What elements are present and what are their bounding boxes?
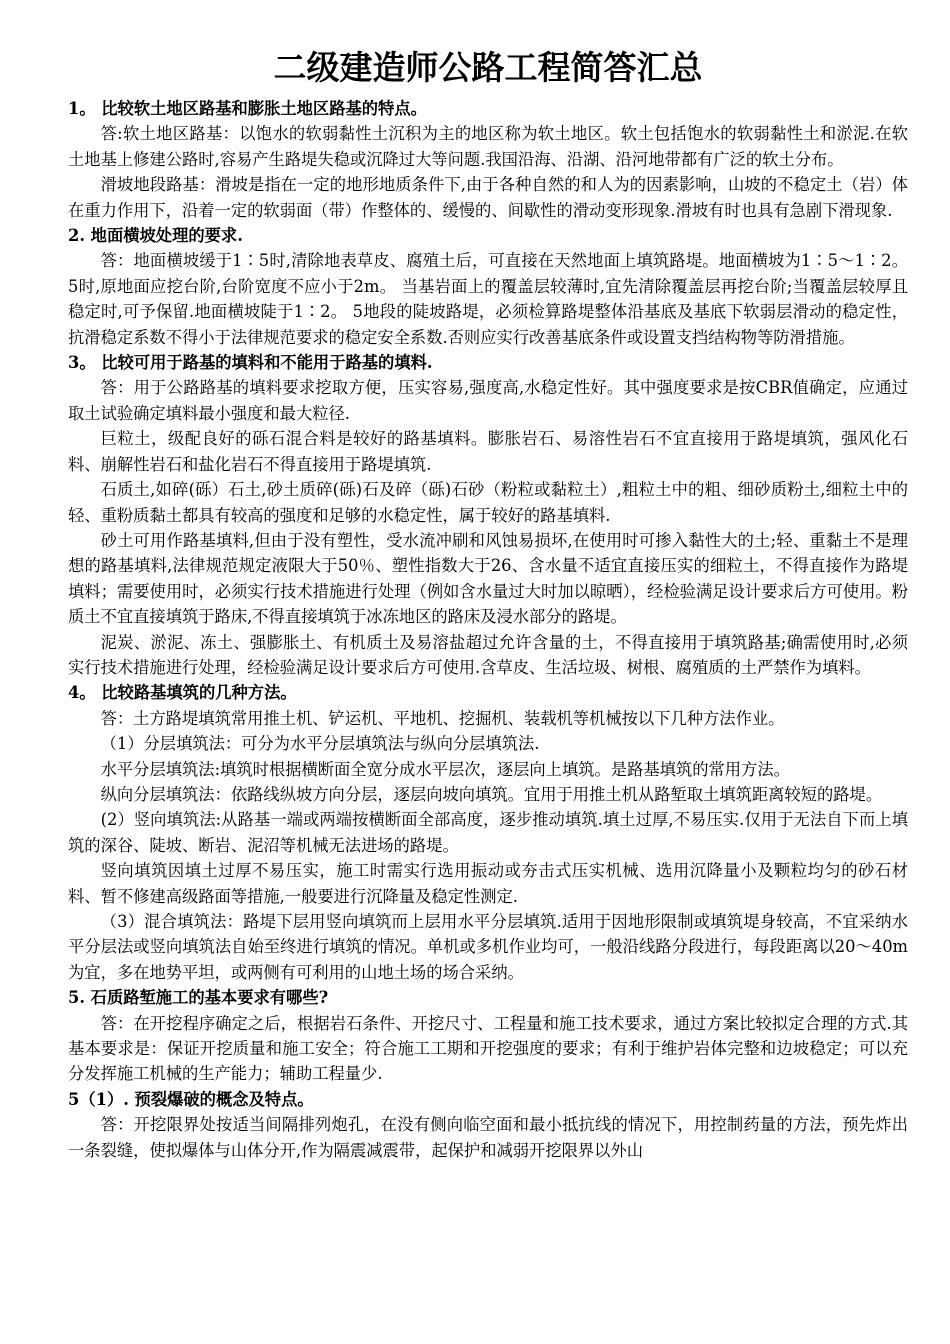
section-heading: 3。 比较可用于路基的填料和不能用于路基的填料. (68, 353, 433, 373)
document-body (68, 96, 908, 1163)
section-heading: 1。 比较软土地区路基和膨胀土地区路基的特点。 (68, 99, 427, 118)
paragraph: （3）混合填筑法：路堤下层用竖向填筑而上层用水平分层填筑.适用于因地形限制或填筑堤身较高，不宜采纳水平分层法或竖向填筑法自始至终进行填筑的情况。单机或多机作业均可，一般沿线路分段进行，每段距离以20～40m为宜，多在地势平坦，或两侧有可利用的山地土场的场合采纳。 (68, 912, 908, 982)
paragraph: 答:软土地区路基：以饱水的软弱黏性土沉积为主的地区称为软土地区。软土包括饱水的软弱黏性土和淤泥.在软土地基上修建公路时,容易产生路堤失稳或沉降过大等问题.我国沿海、沿湖、沿河地带都有广泛的软土分布。 (68, 124, 908, 169)
paragraph: 答：土方路堤填筑常用推土机、铲运机、平地机、挖掘机、装载机等机械按以下几种方法作业。 (100, 708, 785, 728)
document-title: 二级建造师公路工程简答汇总 (273, 48, 703, 87)
paragraph: 答：地面横坡缓于1∶5时,清除地表草皮、腐殖土后，可直接在天然地面上填筑路堤。地面横坡为1∶5～1∶2。 5时,原地面应挖台阶,台阶宽度不应小于2m。 当基岩面上的覆盖层较薄时,宜先清除覆盖层再挖台阶;当覆盖层较厚且稳定时,可予保留.地面横坡陡于1∶2。 5地段的陡坡路堤，必须检算路堤整体沿基底及基底下软弱层滑动的稳定性，抗滑稳定系数不得小于法律规范要求的稳定安全系数.否则应实行改善基底条件或设置支挡结构物等防滑措施。 (68, 251, 908, 347)
paragraph: 巨粒土，级配良好的砾石混合料是较好的路基填料。膨胀岩石、易溶性岩石不宜直接用于路堤填筑，强风化石料、崩解性岩石和盐化岩石不得直接用于路堤填筑. (68, 429, 908, 474)
section-heading: 5（1）. 预裂爆破的概念及特点。 (68, 1089, 314, 1109)
section-heading: 2. 地面横坡处理的要求. (68, 226, 243, 246)
paragraph: 滑坡地段路基：滑坡是指在一定的地形地质条件下,由于各种自然的和人为的因素影响，山坡的不稳定土（岩）体在重力作用下，沿着一定的软弱面（带）作整体的、缓慢的、间歇性的滑动变形现象.滑坡有时也具有急剧下滑现象. (68, 175, 908, 220)
paragraph: 纵向分层填筑法：依路线纵坡方向分层，逐层向坡向填筑。宜用于用推土机从路堑取土填筑距离较短的路堤。 (100, 784, 883, 804)
section-heading: 4。 比较路基填筑的几种方法。 (68, 683, 297, 703)
paragraph: 泥炭、淤泥、冻土、强膨胀土、有机质土及易溶盐超过允许含量的土，不得直接用于填筑路基;确需使用时,必须实行技术措施进行处理，经检验满足设计要求后方可使用.含草皮、生活垃圾、树根、腐殖质的土严禁作为填料。 (68, 632, 908, 677)
paragraph: 砂土可用作路基填料,但由于没有塑性，受水流冲刷和风蚀易损坏,在使用时可掺入黏性大的土;轻、重黏土不是理想的路基填料,法律规范规定液限大于50％、塑性指数大于26、含水量不适宜直接压实的细粒土，不得直接作为路堤填料；需要使用时，必须实行技术措施进行处理（例如含水量过大时加以晾晒），经检验满足设计要求后方可使用。粉质土不宜直接填筑于路床,不得直接填筑于冰冻地区的路床及浸水部分的路堤。 (68, 530, 908, 627)
paragraph: 答：开挖限界处按适当间隔排列炮孔，在没有侧向临空面和最小抵抗线的情况下，用控制药量的方法，预先炸出一条裂缝，使拟爆体与山体分开,作为隔震减震带，起保护和减弱开挖限界以外山 (68, 1115, 908, 1160)
paragraph: 水平分层填筑法:填筑时根据横断面全宽分成水平层次，逐层向上填筑。是路基填筑的常用方法。 (100, 759, 790, 779)
paragraph: (2）竖向填筑法:从路基一端或两端按横断面全部高度，逐步推动填筑.填土过厚,不易压实.仅用于无法自下而上填筑的深谷、陡坡、断岩、泥沼等机械无法进场的路堤。 (68, 810, 908, 855)
paragraph: （1）分层填筑法：可分为水平分层填筑法与纵向分层填筑法. (100, 734, 540, 754)
paragraph: 答：用于公路路基的填料要求挖取方便，压实容易,强度高,水稳定性好。其中强度要求是按CBR值确定，应通过取土试验确定填料最小强度和最大粒径. (68, 378, 908, 423)
paragraph: 答：在开挖程序确定之后，根据岩石条件、开挖尺寸、工程量和施工技术要求，通过方案比较拟定合理的方式.其基本要求是：保证开挖质量和施工安全；符合施工工期和开挖强度的要求；有利于维护岩体完整和边坡稳定；可以充分发挥施工机械的生产能力；辅助工程量少. (68, 1013, 908, 1084)
paragraph: 石质土,如碎(砾）石土,砂土质碎(砾)石及碎（砾)石砂（粉粒或黏粒土）,粗粒土中的粗、细砂质粉土,细粒土中的轻、重粉质黏土都具有较高的强度和足够的水稳定性，属于较好的路基填料. (68, 480, 908, 525)
section-heading: 5. 石质路堑施工的基本要求有哪些? (68, 988, 329, 1008)
paragraph: 竖向填筑因填土过厚不易压实，施工时需实行选用振动或夯击式压实机械、选用沉降量小及颗粒均匀的砂石材料、暂不修建高级路面等措施,一般要进行沉降量及稳定性测定. (68, 861, 908, 906)
